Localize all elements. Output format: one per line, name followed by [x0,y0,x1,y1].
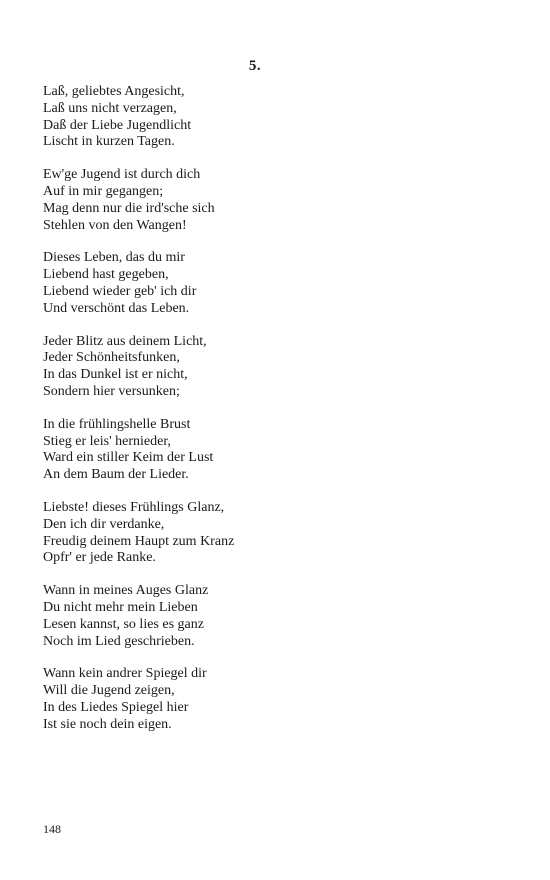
poem-line: Wann kein andrer Spiegel dir [43,666,207,682]
poem-line: In des Liedes Spiegel hier [43,699,189,715]
poem-line: Wann in meines Auges Glanz [43,583,209,599]
poem-line: Stieg er leis' hernieder, [43,433,171,449]
poem-line: Mag denn nur die ird'sche sich [43,200,215,216]
poem-line: Freudig deinem Haupt zum Kranz [43,533,235,549]
poem-line: Und verschönt das Leben. [43,300,190,316]
stanza-3 [43,250,503,317]
poem-line: Dieses Leben, das du mir [43,250,185,266]
poem-line: Jeder Schönheitsfunken, [43,350,180,366]
poem-line: Will die Jugend zeigen, [43,683,175,699]
poem-line: Ward ein stiller Keim der Lust [43,450,214,466]
poem-number-heading: 5. [248,58,262,74]
stanza-5 [43,417,503,484]
poem-line: Den ich dir verdanke, [43,516,165,532]
poem-line: In die frühlingshelle Brust [43,416,191,432]
stanza-7 [43,583,503,650]
poem-line: Auf in mir gegangen; [43,183,164,199]
stanza-8 [43,666,503,733]
poem-line: Daß der Liebe Jugendlicht [43,117,192,133]
poem-body [43,84,503,750]
stanza-2 [43,167,503,234]
stanza-1 [43,84,503,151]
poem-line: Lesen kannst, so lies es ganz [43,616,204,632]
poem-line: Jeder Blitz aus deinem Licht, [43,333,207,349]
poem-line: In das Dunkel ist er nicht, [43,367,188,383]
poem-line: Liebend wieder geb' ich dir [43,283,197,299]
poem-line: Lischt in kurzen Tagen. [43,134,175,150]
poem-line: Laß, geliebtes Angesicht, [43,84,185,99]
poem-line: Liebste! dieses Frühlings Glanz, [43,499,225,515]
poem-line: Du nicht mehr mein Lieben [43,599,198,615]
poem-line: Liebend hast gegeben, [43,267,169,283]
poem-line: Stehlen von den Wangen! [43,217,187,233]
poem-line: An dem Baum der Lieder. [43,467,189,483]
poem-line: Ist sie noch dein eigen. [43,716,172,732]
poem-line: Ew'ge Jugend ist durch dich [43,167,201,183]
stanza-6 [43,500,503,567]
poem-line: Opfr' er jede Ranke. [43,550,156,566]
page-number: 148 [43,822,61,836]
stanza-4 [43,334,503,401]
poem-line: Laß uns nicht verzagen, [43,100,177,116]
poem-line: Noch im Lied geschrieben. [43,633,195,649]
poem-line: Sondern hier versunken; [43,383,180,399]
